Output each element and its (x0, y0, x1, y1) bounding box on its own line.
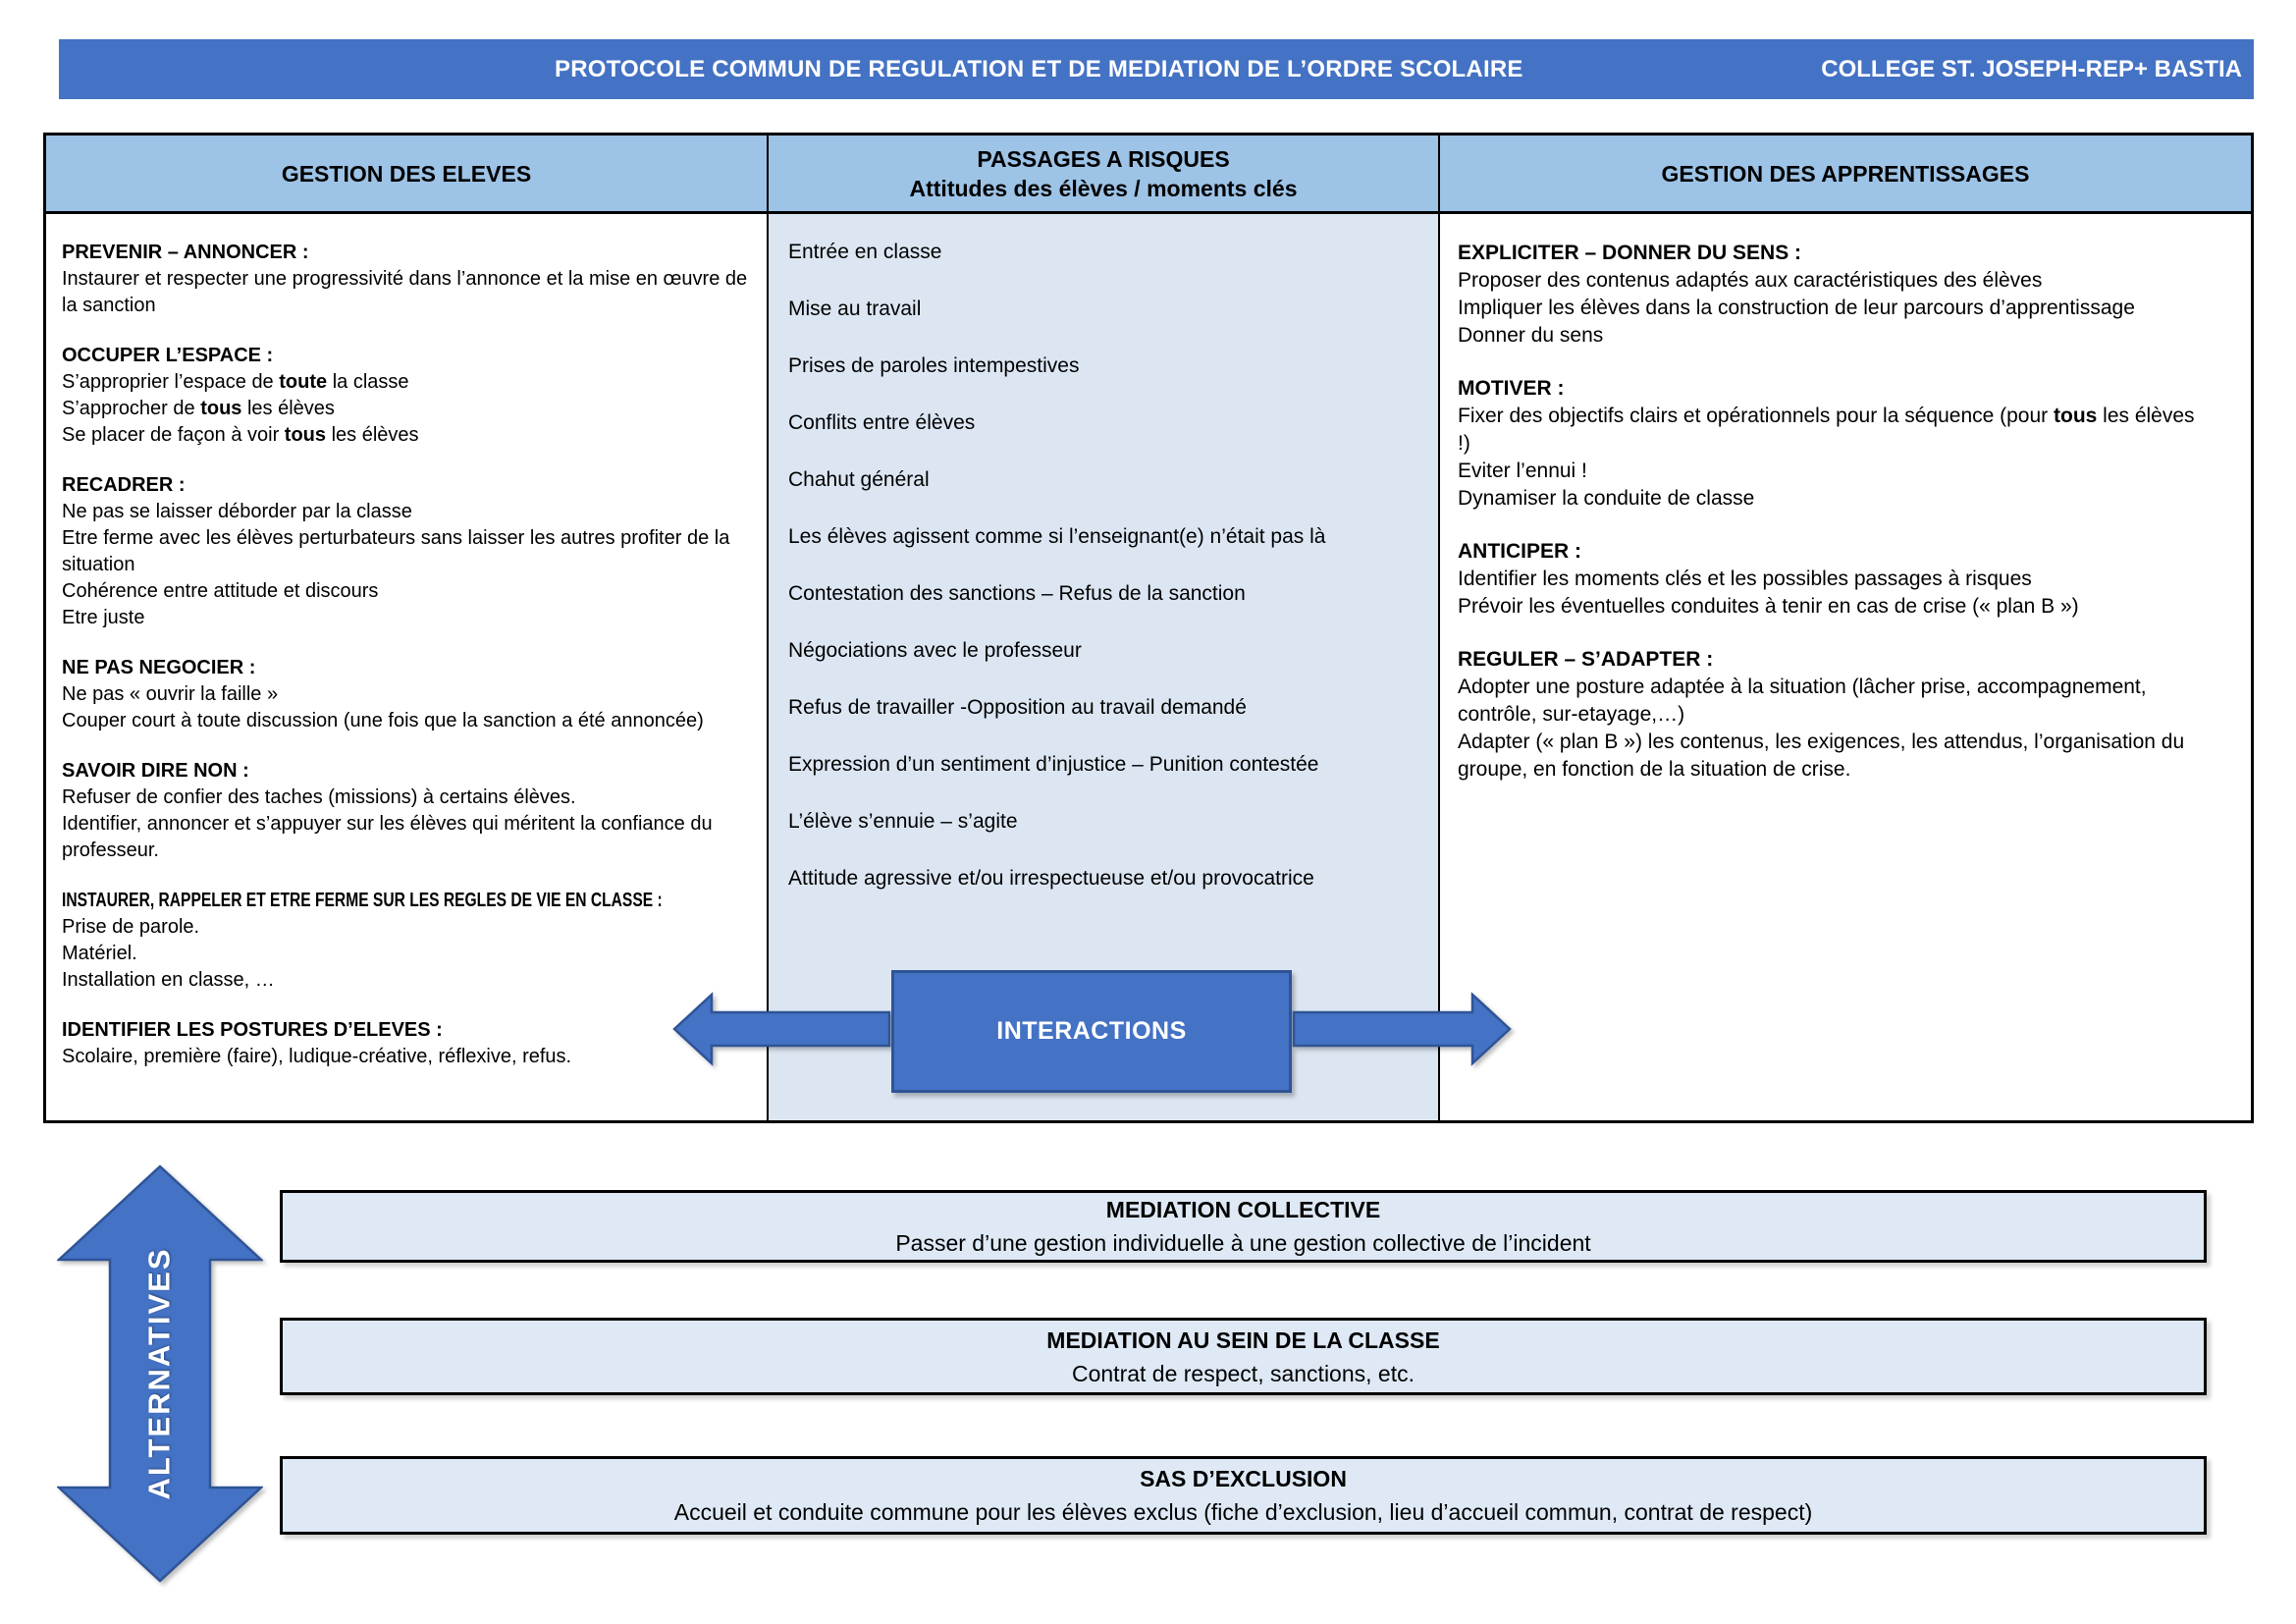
passage-item: Attitude agressive et/ou irrespectueuse et/ou provocatrice (788, 867, 1314, 890)
passage-item: Chahut général (788, 468, 930, 491)
header-passages-line2: Attitudes des élèves / moments clés (909, 175, 1298, 201)
mediation-collective-box (280, 1190, 2207, 1263)
text-line: Etre ferme avec les élèves perturbateurs sans laisser les autres profiter de la situation (62, 527, 730, 575)
alternatives-arrow-icon (57, 1164, 263, 1583)
right-column-cell (1440, 214, 2251, 1120)
text-line: Installation en classe, … (62, 969, 275, 991)
section-prevenir-annoncer (62, 240, 753, 319)
passage-item: Les élèves agissent comme si l’enseignant(e) n’était pas là (788, 525, 1326, 548)
section-title: IDENTIFIER LES POSTURES D’ELEVES : (62, 1019, 443, 1041)
sas-exclusion-subtitle: Accueil et conduite commune pour les élèves exclus (fiche d’exclusion, lieu d’accueil commun, contrat de respect) (673, 1499, 1813, 1525)
header-gestion-eleves (46, 135, 769, 214)
text-line: Proposer des contenus adaptés aux caractéristiques des élèves (1458, 269, 2043, 292)
passage-item: Conflits entre élèves (788, 411, 976, 434)
sas-exclusion-title: SAS D’EXCLUSION (1140, 1466, 1347, 1491)
text-line: Identifier, annoncer et s’appuyer sur les élèves qui méritent la confiance du professeur. (62, 813, 713, 861)
text-line: Prise de parole. (62, 916, 200, 938)
section-title: NE PAS NEGOCIER : (62, 657, 256, 678)
header-passages-risques (769, 135, 1440, 214)
alternatives-label: ALTERNATIVES (142, 1247, 178, 1500)
section-savoir-dire-non (62, 758, 753, 864)
passage-item: L’élève s’ennuie – s’agite (788, 810, 1018, 833)
text-line: Eviter l’ennui ! (1458, 460, 1587, 482)
text-line: S’approcher de tous les élèves (62, 398, 335, 419)
mediation-collective-subtitle: Passer d’une gestion individuelle à une gestion collective de l’incident (895, 1230, 1591, 1256)
text-line: Ne pas « ouvrir la faille » (62, 683, 279, 705)
text-line: Fixer des objectifs clairs et opérationnels pour la séquence (pour tous les élèves !) (1458, 405, 2195, 455)
section-title: SAVOIR DIRE NON : (62, 760, 249, 782)
mediation-classe-subtitle: Contrat de respect, sanctions, etc. (1071, 1360, 1415, 1386)
section-motiver (1458, 375, 2206, 513)
section-anticiper (1458, 538, 2206, 621)
text-line: Se placer de façon à voir tous les élèves (62, 424, 419, 446)
text-line: Cohérence entre attitude et discours (62, 580, 379, 602)
text-line: Adapter (« plan B ») les contenus, les exigences, les attendus, l’organisation du groupe, en fonction de la situation de crise. (1458, 731, 2185, 781)
text-line: Adopter une posture adaptée à la situation (lâcher prise, accompagnement, contrôle, sur-etayage,…) (1458, 676, 2147, 726)
section-occuper-espace (62, 343, 753, 449)
mediation-classe-box (280, 1318, 2207, 1395)
mediation-classe-title: MEDIATION AU SEIN DE LA CLASSE (1046, 1326, 1440, 1353)
section-title: ANTICIPER : (1458, 540, 1581, 563)
text-line: S’approprier l’espace de toute la classe (62, 371, 409, 393)
section-title: EXPLICITER – DONNER DU SENS : (1458, 242, 1802, 264)
school-name: COLLEGE ST. JOSEPH-REP+ BASTIA (1821, 55, 2242, 82)
interactions-box (891, 970, 1292, 1093)
header-bar (59, 39, 2254, 99)
section-title: RECADRER : (62, 474, 186, 496)
text-line: Ne pas se laisser déborder par la classe (62, 501, 412, 522)
section-recadrer (62, 472, 753, 631)
text-line: Identifier les moments clés et les possibles passages à risques (1458, 568, 2032, 590)
passage-item: Expression d’un sentiment d’injustice – Punition contestée (788, 753, 1319, 776)
header-gestion-eleves-label: GESTION DES ELEVES (281, 160, 532, 187)
section-identifier-postures (62, 1017, 753, 1070)
passage-item: Entrée en classe (788, 241, 942, 263)
text-line: Donner du sens (1458, 324, 1604, 347)
interactions-arrow-right-icon (1292, 992, 1512, 1066)
text-line: Instaurer et respecter une progressivité dans l’annonce et la mise en œuvre de la sanction (62, 268, 748, 316)
section-expliciter (1458, 240, 2206, 350)
passage-item: Négociations avec le professeur (788, 639, 1082, 662)
document-title: PROTOCOLE COMMUN DE REGULATION ET DE MEDIATION DE L’ORDRE SCOLAIRE (555, 55, 1523, 82)
section-instaurer-regles (62, 888, 753, 994)
text-line: Etre juste (62, 607, 145, 628)
left-column-cell (46, 214, 769, 1120)
section-title: INSTAURER, RAPPELER ET ETRE FERME SUR LES REGLES DE VIE EN CLASSE : (62, 890, 663, 911)
passage-item: Contestation des sanctions – Refus de la sanction (788, 582, 1246, 605)
interactions-arrow-left-icon (672, 992, 891, 1066)
interactions-label: INTERACTIONS (996, 1017, 1187, 1045)
text-line: Prévoir les éventuelles conduites à tenir en cas de crise (« plan B ») (1458, 595, 2079, 618)
passage-item: Prises de paroles intempestives (788, 354, 1080, 377)
header-gestion-apprentissages-label: GESTION DES APPRENTISSAGES (1661, 160, 2030, 187)
section-title: MOTIVER : (1458, 377, 1565, 400)
sas-exclusion-box (280, 1456, 2207, 1535)
header-passages-line1: PASSAGES A RISQUES (977, 145, 1230, 172)
section-title: OCCUPER L’ESPACE : (62, 345, 274, 366)
passage-item: Mise au travail (788, 298, 922, 320)
text-line: Scolaire, première (faire), ludique-créative, réflexive, refus. (62, 1046, 572, 1067)
text-line: Impliquer les élèves dans la construction de leur parcours d’apprentissage (1458, 297, 2135, 319)
text-line: Matériel. (62, 943, 137, 964)
section-ne-pas-negocier (62, 655, 753, 734)
passage-item: Refus de travailler -Opposition au travail demandé (788, 696, 1247, 719)
section-title: PREVENIR – ANNONCER : (62, 242, 309, 263)
text-line: Couper court à toute discussion (une fois que la sanction a été annoncée) (62, 710, 704, 731)
section-title: REGULER – S’ADAPTER : (1458, 648, 1714, 671)
text-line: Dynamiser la conduite de classe (1458, 487, 1755, 510)
mediation-collective-title: MEDIATION COLLECTIVE (1105, 1197, 1381, 1222)
header-gestion-apprentissages (1440, 135, 2251, 214)
section-reguler-adapter (1458, 646, 2206, 784)
text-line: Refuser de confier des taches (missions) à certains élèves. (62, 786, 576, 808)
